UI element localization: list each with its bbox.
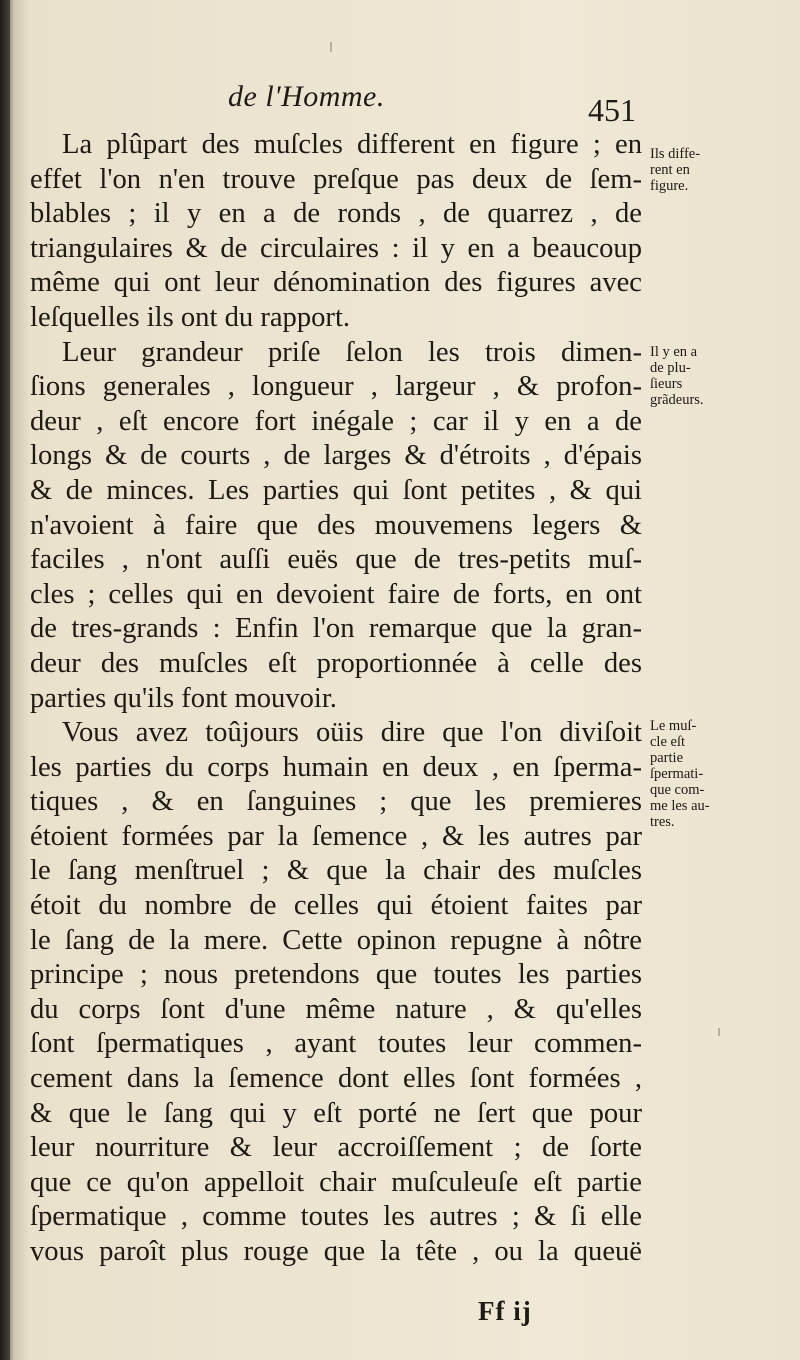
margin-note-line: Il y en a: [650, 344, 698, 360]
text-line: cement dans la ſemence dont elles ſont formées ,: [30, 1063, 642, 1095]
text-line: du corps ſont d'une même nature , & qu'elles: [30, 993, 642, 1025]
paper-speck: [330, 42, 332, 52]
text-line: de tres-grands : Enfin l'on remarque que la gran-: [30, 613, 642, 645]
text-line: tiques , & en ſanguines ; que les premieres: [30, 786, 642, 818]
text-line: & que le ſang qui y eſt porté ne ſert que pour: [30, 1097, 642, 1129]
text-line: parties qu'ils font mouvoir.: [30, 682, 337, 714]
text-line: faciles , n'ont auſſi euës que de tres-petits muſ-: [30, 544, 642, 576]
paper-speck: [718, 1028, 720, 1036]
margin-note-spermatic: [650, 718, 774, 830]
text-line: Vous avez toûjours oüis dire que l'on diviſoit: [62, 717, 642, 749]
margin-note-line: tres.: [650, 814, 675, 830]
margin-note-line: Ils diffe-: [650, 146, 701, 162]
margin-note-line: rent en: [650, 162, 690, 178]
margin-note-line: que com-: [650, 782, 705, 798]
body-text: [30, 128, 642, 1270]
margin-note-line: cle eſt: [650, 734, 686, 750]
margin-note-line: me les au-: [650, 798, 710, 814]
text-line: étoit du nombre de celles qui étoient faites par: [30, 890, 642, 922]
margin-note-line: Le muſ-: [650, 718, 697, 734]
text-line: principe ; nous pretendons que toutes les parties: [30, 959, 642, 991]
text-line: longs & de courts , de larges & d'étroits , d'épais: [30, 440, 642, 472]
text-line: deur des muſcles eſt proportionnée à celle des: [30, 647, 642, 679]
text-line: ſpermatique , comme toutes les autres ; & ſi elle: [30, 1201, 642, 1233]
text-line: les parties du corps humain en deux , en ſperma-: [30, 751, 642, 783]
text-line: & de minces. Les parties qui ſont petites , & qui: [30, 474, 642, 506]
text-line: le ſang menſtruel ; & que la chair des muſcles: [30, 855, 642, 887]
signature-mark: Ff ij: [478, 1296, 532, 1326]
page-number: 451: [588, 92, 636, 128]
text-line: deur , eſt encore fort inégale ; car il y en a de: [30, 405, 642, 437]
text-line: ſions generales , longueur , largeur , & profon-: [30, 371, 642, 403]
text-line: vous paroît plus rouge que la tête , ou la queuë: [30, 1236, 642, 1267]
margin-note-line: ſieurs: [650, 376, 683, 392]
text-line: que ce qu'on appelloit chair muſculeuſe eſt partie: [30, 1166, 642, 1198]
margin-note-line: partie: [650, 750, 684, 766]
text-line: cles ; celles qui en devoient faire de forts, en ont: [30, 578, 642, 610]
margin-note-line: de plu-: [650, 360, 691, 376]
text-line: leur nourriture & leur accroiſſement ; de ſorte: [30, 1132, 642, 1164]
text-line: le ſang de la mere. Cette opinon repugne à nôtre: [30, 924, 642, 956]
running-head: de l'Homme.: [228, 80, 385, 113]
text-line: étoient formées par la ſemence , & les autres par: [30, 820, 642, 852]
text-line: ſont ſpermatiques , ayant toutes leur commen-: [30, 1028, 642, 1060]
margin-note-line: figure.: [650, 178, 689, 194]
margin-note-line: ſpermati-: [650, 766, 704, 782]
text-line: n'avoient à faire que des mouvemens legers &: [30, 509, 642, 541]
margin-note-size: [650, 344, 774, 408]
text-line: blables ; il y en a de ronds , de quarrez , de: [30, 198, 642, 230]
binding-gutter: [0, 0, 10, 1360]
text-line: leſquelles ils ont du rapport.: [30, 301, 351, 333]
text-line: triangulaires & de circulaires : il y en a beaucoup: [30, 232, 642, 264]
text-line: effet l'on n'en trouve preſque pas deux de ſem-: [30, 163, 642, 195]
margin-note-figure: [650, 146, 774, 194]
text-line: Leur grandeur priſe ſelon les trois dimen-: [62, 336, 642, 368]
text-line: La plûpart des muſcles different en figure ; en: [62, 129, 642, 160]
text-line: même qui ont leur dénomination des figures avec: [30, 267, 642, 299]
margin-note-line: grãdeurs.: [650, 392, 704, 408]
